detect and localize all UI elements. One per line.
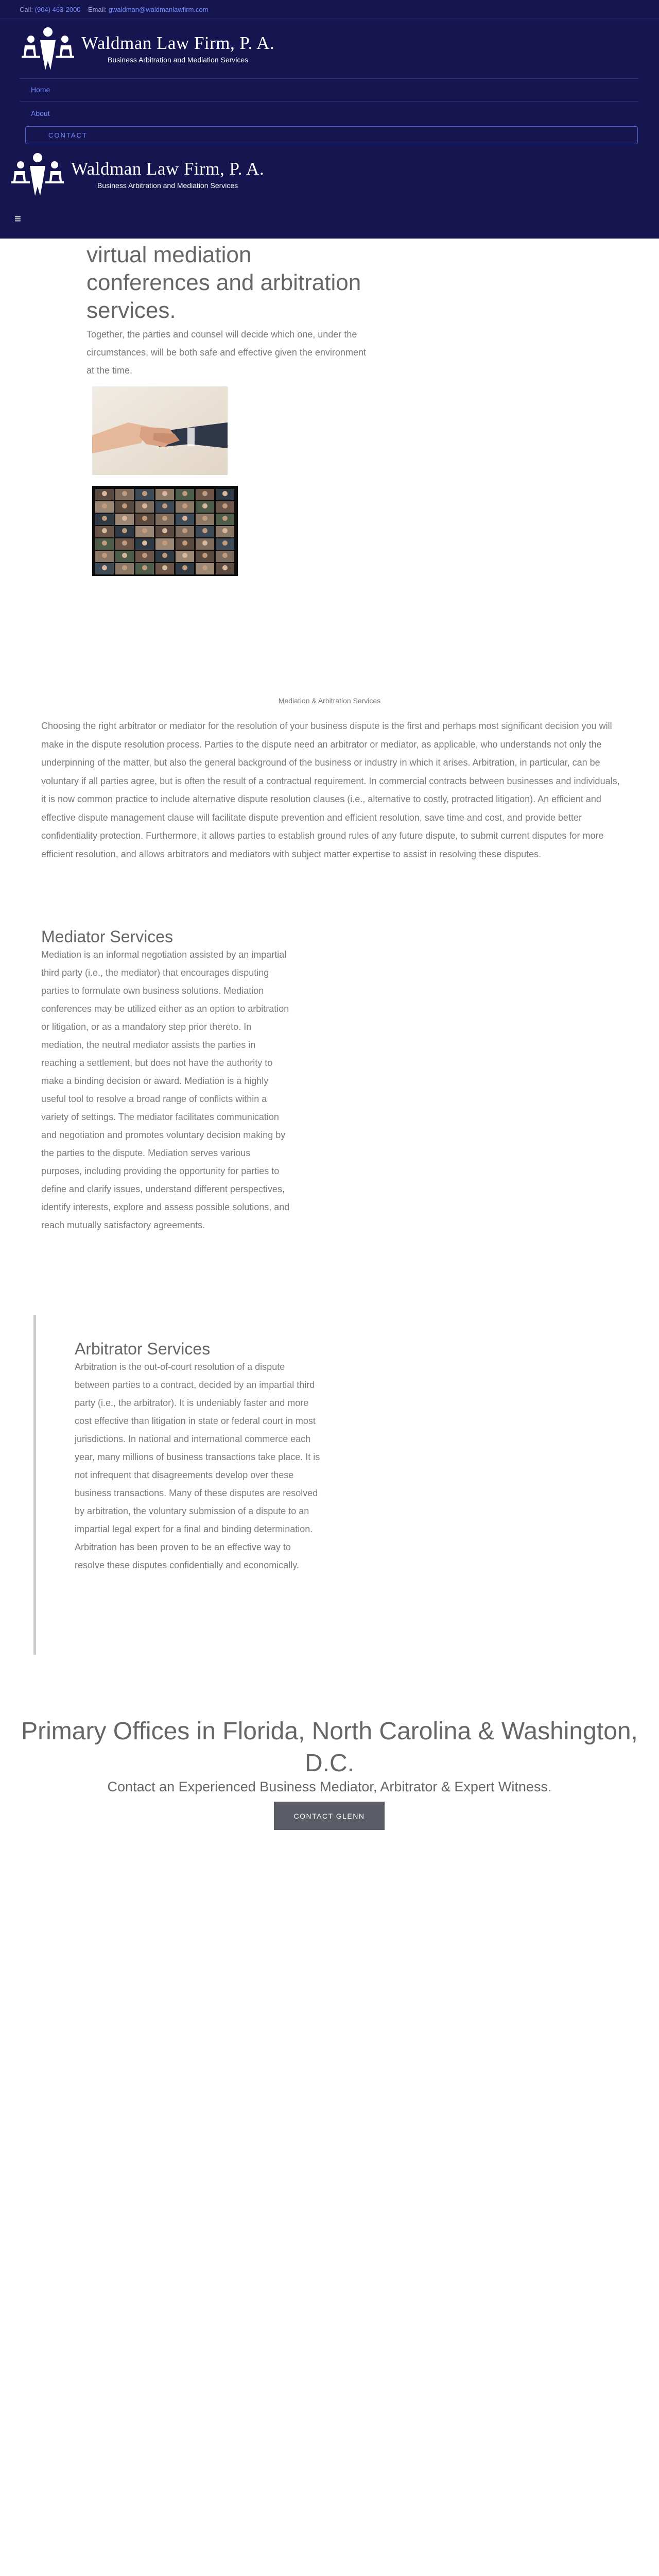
logo-mark-icon: [9, 150, 66, 198]
logo-mark-icon: [20, 25, 76, 72]
email-link[interactable]: gwaldman@waldmanlawfirm.com: [108, 6, 209, 13]
nav-item-contact[interactable]: [25, 126, 638, 144]
firm-name: Waldman Law Firm, P. A.: [71, 159, 265, 179]
offices-subtitle: Contact an Experienced Business Mediator, Arbitrator & Expert Witness.: [107, 1779, 552, 1794]
handshake-photo: [92, 386, 228, 475]
logo-text: [71, 159, 264, 190]
nav-contact-label: CONTACT: [48, 131, 88, 139]
firm-name: Waldman Law Firm, P. A.: [81, 33, 275, 53]
call-label: Call:: [20, 6, 33, 13]
arbitrator-text: Arbitration is the out-of-court resolution of a dispute between parties to a contract, decided by an impartial third party (i.e., the arbitrator). It is undeniably faster and more cost effective than litigation in state or federal court in most jurisdictions. In national and international commerce each year, many millions of business transactions take place. It is not infrequent that disagreements develop over these business transactions. Many of these disputes are resolved by arbitration, the voluntary submission of a dispute to an impartial legal expert for a final and binding determination. Arbitration has been proven to be an effective way to resolve these disputes confidentially and economically.: [75, 1362, 320, 1570]
hamburger-icon[interactable]: ≡: [14, 212, 21, 225]
email-label: Email:: [88, 6, 107, 13]
firm-tagline: Business Arbitration and Mediation Services: [97, 181, 238, 190]
nav-item-home[interactable]: Home: [31, 86, 50, 94]
phone-link[interactable]: (904) 463-2000: [34, 6, 81, 13]
services-label: Mediation & Arbitration Services: [278, 697, 381, 705]
intro-title: virtual mediation conferences and arbitration services.: [86, 242, 361, 323]
mediator-text: Mediation is an informal negotiation assisted by an impartial third party (i.e., the mediator) that encourages disputing parties to formulate own business solutions. Mediation conferences may be utilized either as an option to arbitration or litigation, or as a mandatory step prior thereto. In mediation, the neutral mediator assists the parties in reaching a settlement, but does not have the authority to make a binding decision or award. Mediation is a highly useful tool to resolve a broad range of conflicts within a variety of settings. The mediator facilitates communication and negotiation and promotes voluntary decision making by the parties to the dispute. Mediation serves various purposes, including providing the opportunity for parties to define and clarify issues, understand different perspectives, identify interests, explore and assess possible solutions, and reach mutually satisfactory agreements.: [41, 950, 290, 1230]
video-conference-photo: [92, 486, 238, 576]
services-paragraph: Choosing the right arbitrator or mediator for the resolution of your business dispute is the first and perhaps most significant decision you will make in the dispute resolution process. Parties to the dispute need an arbitrator or mediator, as applicable, who understands not only the underpinning of the matter, but also the general background of the business or industry in which it arises. Arbitration, in particular, can be voluntary if all parties agree, but is often the result of a contractual requirement. In commercial contracts between businesses and individuals, it is now common practice to include alternative dispute resolution clauses (i.e., alternative to costly, protracted litigation). An efficient and effective dispute management clause will facilitate dispute prevention and efficient resolution, save time and cost, and provide better confidentiality protection. Furthermore, it allows parties to establish ground rules of any future dispute, to submit current disputes for more efficient resolution, and allows arbitrators and mediators with subject matter expertise to assist in resolving these disputes.: [41, 721, 620, 859]
header-logo[interactable]: [20, 25, 274, 72]
contact-glenn-button[interactable]: CONTACT GLENN: [274, 1802, 385, 1830]
site-header: [0, 0, 659, 239]
nav-divider: [20, 78, 638, 79]
arbitrator-title: Arbitrator Services: [75, 1340, 211, 1358]
offices-title: Primary Offices in Florida, North Carolina & Washington, D.C.: [21, 1718, 638, 1777]
top-bar: [0, 0, 659, 19]
top-contact-info: [20, 6, 209, 13]
nav-item-about[interactable]: About: [31, 109, 50, 117]
arbitrator-quote-bar: [33, 1315, 36, 1655]
intro-text: Together, the parties and counsel will decide which one, under the circumstances, will be both safe and effective given the environment at the time.: [86, 329, 366, 376]
sticky-header-logo[interactable]: [9, 150, 264, 198]
firm-tagline: Business Arbitration and Mediation Services: [108, 56, 249, 64]
logo-text: [81, 33, 274, 64]
mediator-title: Mediator Services: [41, 927, 174, 946]
